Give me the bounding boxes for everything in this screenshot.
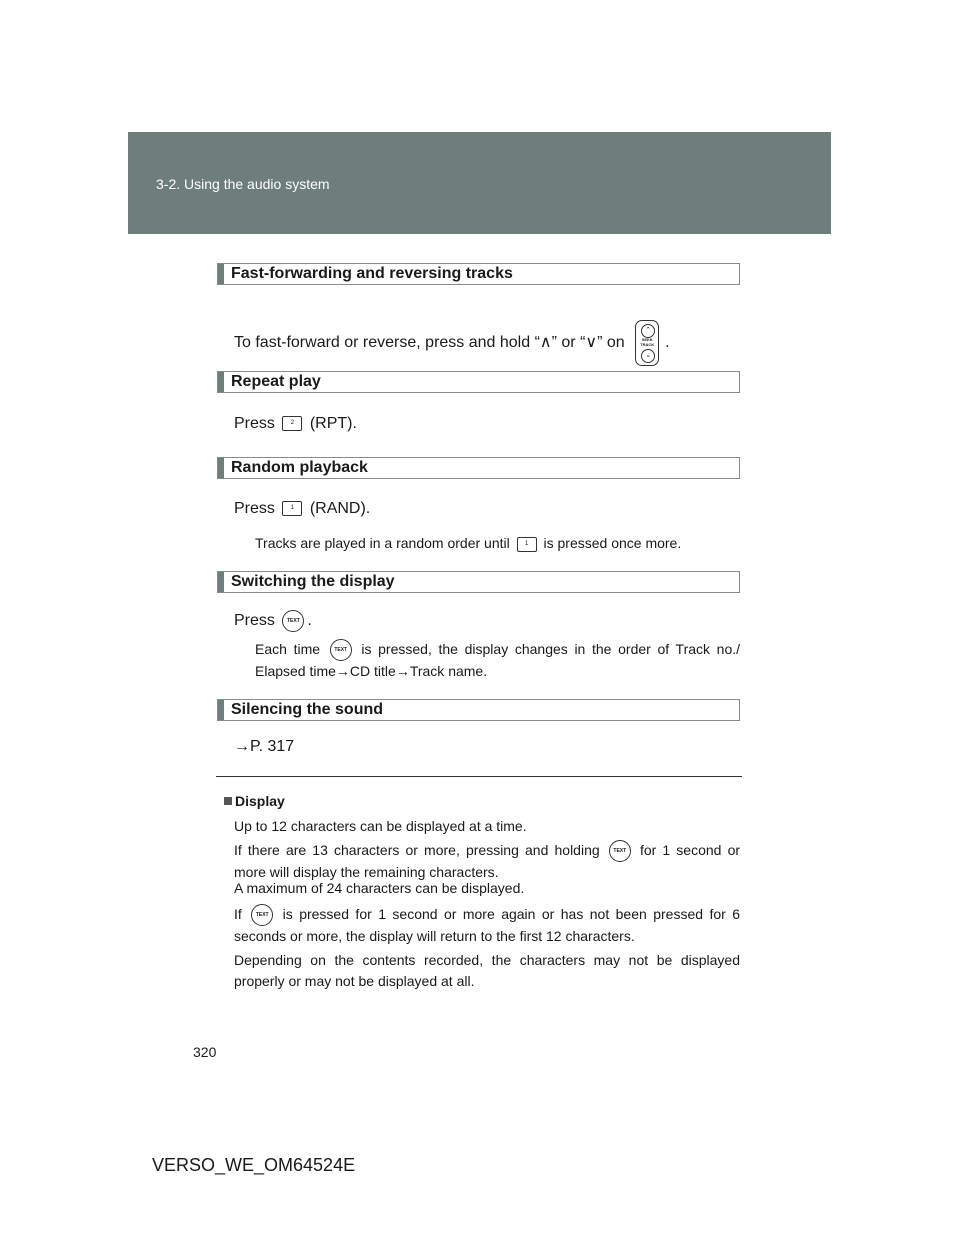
text: . — [665, 334, 670, 352]
section-heading-switch-display — [217, 571, 740, 593]
text: To fast-forward or reverse, press and hold “ — [234, 334, 540, 352]
chevron-down-icon: ⌄ — [641, 349, 655, 363]
text: Each time — [255, 641, 321, 657]
heading-bar — [218, 264, 224, 284]
reference-heading — [224, 793, 285, 809]
section-heading-silencing — [217, 699, 740, 721]
text: (RAND). — [309, 500, 371, 517]
text: If there are 13 characters or more, pressing and holding — [234, 842, 600, 858]
section-title: Silencing the sound — [231, 701, 384, 718]
text-button-icon: TEXT — [251, 904, 273, 926]
repeat-instruction — [234, 415, 357, 433]
down-glyph: ∨ — [585, 334, 598, 352]
chapter-title: 3-2. Using the audio system — [156, 176, 330, 192]
text: (RPT). — [309, 415, 357, 432]
text: is pressed for 1 second or more again or has not been pressed for 6 seconds or more, the display will return to the first 12 characters. — [234, 906, 741, 945]
button-1-icon: 1 — [282, 501, 302, 516]
reference-paragraph: A maximum of 24 characters can be displayed. — [234, 880, 525, 896]
text: Press — [234, 415, 275, 432]
section-heading-repeat — [217, 371, 740, 393]
heading-bar — [218, 700, 224, 720]
chevron-up-icon: ⌃ — [641, 324, 655, 338]
text: for 1 second or more will display the remaining characters. — [234, 842, 741, 881]
text: Press — [234, 500, 275, 517]
heading-bar — [218, 572, 224, 592]
header-band — [128, 132, 831, 234]
page-number: 320 — [193, 1044, 217, 1060]
fast-forward-instruction — [234, 320, 670, 366]
seek-track-button-icon — [635, 320, 659, 366]
section-title: Fast-forwarding and reversing tracks — [231, 265, 513, 282]
switch-display-instruction — [234, 610, 312, 632]
heading-bar — [218, 458, 224, 478]
section-heading-random — [217, 457, 740, 479]
heading-bar — [218, 372, 224, 392]
text: is pressed, the display changes in the order of Track no./ Elapsed time→CD title→Track name. — [255, 641, 741, 680]
heading-text: Display — [235, 793, 285, 809]
text: is pressed once more. — [543, 535, 682, 551]
switch-display-note — [255, 639, 740, 682]
button-2-icon: 2 — [282, 416, 302, 431]
reference-paragraph: Up to 12 characters can be displayed at a time. — [234, 818, 527, 834]
divider — [216, 776, 742, 777]
silencing-page-reference: →P. 317 — [234, 738, 295, 755]
text: If — [234, 906, 242, 922]
square-bullet-icon — [224, 797, 232, 805]
text: ” on — [597, 334, 625, 352]
reference-paragraph — [234, 840, 740, 883]
section-heading-fast-forward — [217, 263, 740, 285]
text: ” or “ — [551, 334, 586, 352]
seek-track-label: SEEK TRACK — [640, 337, 655, 347]
text: . — [307, 612, 312, 630]
reference-paragraph: Depending on the contents recorded, the characters may not be displayed properly or may not be displayed at all. — [234, 952, 740, 989]
up-glyph: ∧ — [539, 334, 552, 352]
text: Tracks are played in a random order until — [255, 535, 510, 551]
document-code: VERSO_WE_OM64524E — [152, 1155, 356, 1175]
text-button-icon: TEXT — [282, 610, 304, 632]
section-title: Repeat play — [231, 373, 321, 390]
random-note — [255, 535, 681, 552]
button-1-icon: 1 — [517, 537, 537, 552]
text-button-icon: TEXT — [609, 840, 631, 862]
random-instruction — [234, 500, 370, 518]
text: Press — [234, 612, 275, 630]
section-title: Random playback — [231, 459, 368, 476]
section-title: Switching the display — [231, 573, 395, 590]
text-button-icon: TEXT — [330, 639, 352, 661]
reference-paragraph — [234, 904, 740, 947]
